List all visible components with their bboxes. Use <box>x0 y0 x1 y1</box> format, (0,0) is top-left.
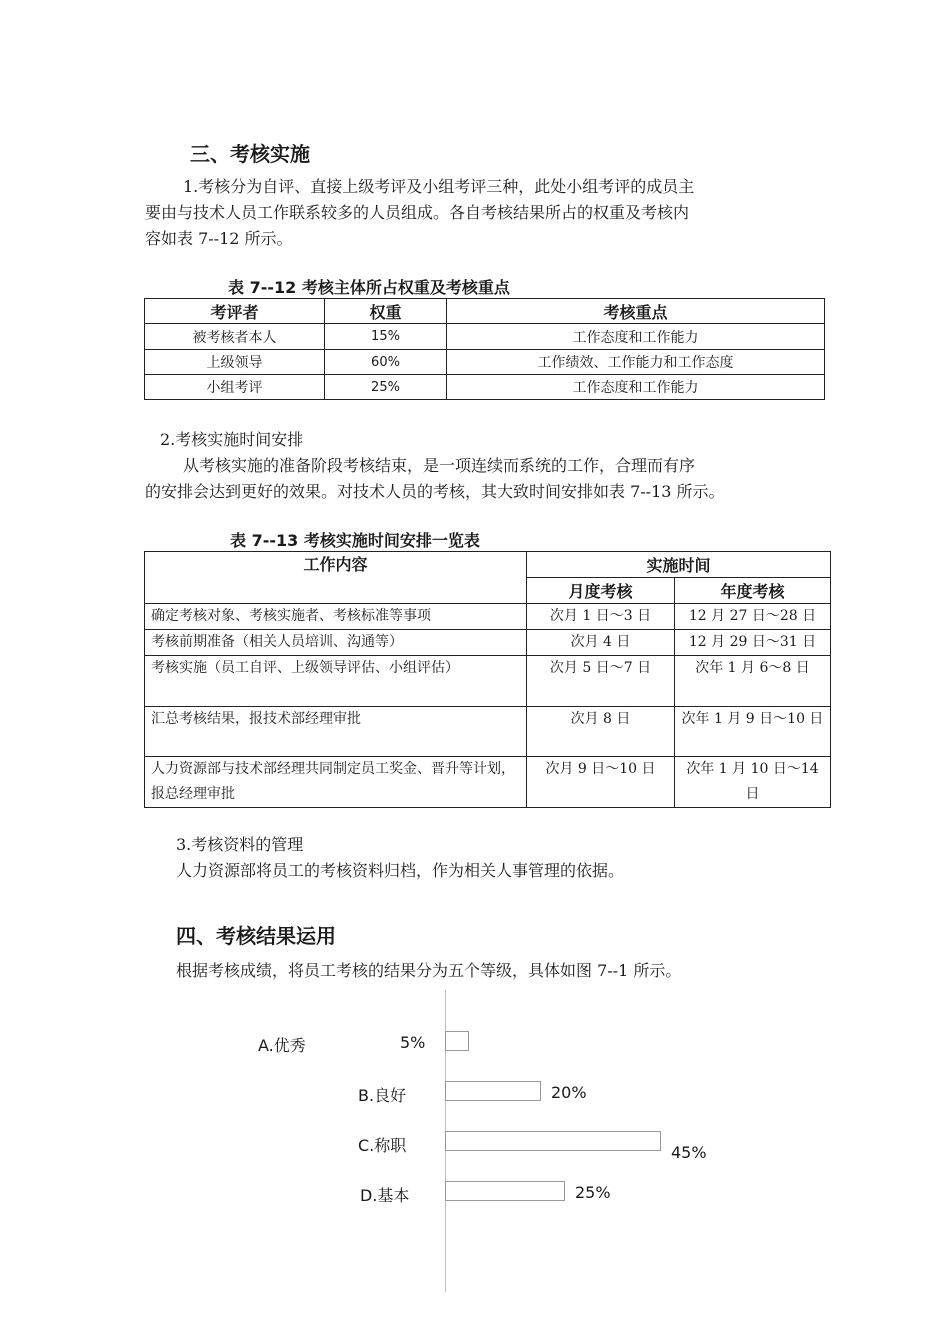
table-row <box>145 350 825 375</box>
chart-value-label: 20% <box>551 1083 587 1102</box>
chart-axis-line <box>445 990 446 1292</box>
chart-category-label: B.良好 <box>358 1086 407 1105</box>
table2-cell: 次年 1 月 9 日～10 日 <box>675 707 831 757</box>
table-row <box>145 630 831 656</box>
table2-cell: 次年 1 月 6～8 日 <box>675 656 831 707</box>
sub3-para: 人力资源部将员工的考核资料归档，作为相关人事管理的依据。 <box>176 861 625 880</box>
table1-cell: 15% <box>325 324 447 350</box>
table2-cell: 汇总考核结果，报技术部经理审批 <box>145 707 527 757</box>
table1-cell: 工作绩效、工作能力和工作态度 <box>447 350 825 375</box>
table1-cell: 工作态度和工作能力 <box>447 324 825 350</box>
sub3-title: 3.考核资料的管理 <box>176 835 304 854</box>
table1-header: 权重 <box>325 299 447 324</box>
section4-para: 根据考核成绩，将员工考核的结果分为五个等级，具体如图 7--1 所示。 <box>176 961 682 980</box>
chart-bar <box>445 1131 661 1151</box>
table2-cell: 次月 1 日～3 日 <box>527 604 675 630</box>
table2-cell: 确定考核对象、考核实施者、考核标准等事项 <box>145 604 527 630</box>
table1-caption: 表 7--12 考核主体所占权重及考核重点 <box>228 278 510 297</box>
table2-cell: 次月 5 日～7 日 <box>527 656 675 707</box>
chart-bar <box>445 1031 469 1051</box>
table2-caption: 表 7--13 考核实施时间安排一览表 <box>230 531 480 550</box>
chart-category-label: D.基本 <box>360 1186 410 1205</box>
table1-cell: 被考核者本人 <box>145 324 325 350</box>
table1-header: 考评者 <box>145 299 325 324</box>
section3-para2 <box>145 453 835 505</box>
table2-header-time: 实施时间 <box>527 552 831 578</box>
table-row <box>145 375 825 400</box>
chart-bar <box>445 1181 565 1201</box>
para1-line: 容如表 7--12 所示。 <box>145 229 293 248</box>
table2-schedule <box>144 551 831 808</box>
table2-cell: 12 月 27 日～28 日 <box>675 604 831 630</box>
chart-category-label: A.优秀 <box>258 1036 306 1055</box>
table2-header-month: 月度考核 <box>527 578 675 604</box>
section4-title: 四、考核结果运用 <box>176 924 336 948</box>
table1-header: 考核重点 <box>447 299 825 324</box>
table1-cell: 25% <box>325 375 447 400</box>
chart-category-label: C.称职 <box>358 1136 407 1155</box>
section3-title: 三、考核实施 <box>190 142 310 166</box>
table2-cell: 次月 4 日 <box>527 630 675 656</box>
table2-cell: 考核前期准备（相关人员培训、沟通等） <box>145 630 527 656</box>
table2-cell: 考核实施（员工自评、上级领导评估、小组评估） <box>145 656 527 707</box>
sub2-title: 2.考核实施时间安排 <box>160 430 304 449</box>
chart-value-label: 45% <box>671 1143 707 1162</box>
para2-line: 的安排会达到更好的效果。对技术人员的考核，其大致时间安排如表 7--13 所示。 <box>145 482 725 501</box>
chart-value-label: 25% <box>575 1183 611 1202</box>
table2-cell: 人力资源部与技术部经理共同制定员工奖金、晋升等计划，报总经理审批 <box>145 757 527 808</box>
table1-cell: 上级领导 <box>145 350 325 375</box>
table1-cell: 60% <box>325 350 447 375</box>
table1-cell: 工作态度和工作能力 <box>447 375 825 400</box>
table-row <box>145 324 825 350</box>
table2-header-work: 工作内容 <box>145 552 527 604</box>
chart-bar <box>445 1081 541 1101</box>
table-row <box>145 656 831 707</box>
table1-weight <box>144 298 825 400</box>
para1-line: 1.考核分为自评、直接上级考评及小组考评三种，此处小组考评的成员主 <box>183 177 695 196</box>
chart-value-label: 5% <box>400 1033 426 1052</box>
table2-header-year: 年度考核 <box>675 578 831 604</box>
table-row <box>145 707 831 757</box>
table-row <box>145 604 831 630</box>
table1-cell: 小组考评 <box>145 375 325 400</box>
para1-line: 要由与技术人员工作联系较多的人员组成。各自考核结果所占的权重及考核内 <box>145 203 690 222</box>
table2-cell: 次月 8 日 <box>527 707 675 757</box>
table-row <box>145 757 831 808</box>
para2-line: 从考核实施的准备阶段考核结束，是一项连续而系统的工作，合理而有序 <box>183 456 696 475</box>
table2-cell: 12 月 29 日～31 日 <box>675 630 831 656</box>
table2-cell: 次月 9 日～10 日 <box>527 757 675 808</box>
section3-para1 <box>145 174 825 252</box>
table2-cell: 次年 1 月 10 日～14 日 <box>675 757 831 808</box>
